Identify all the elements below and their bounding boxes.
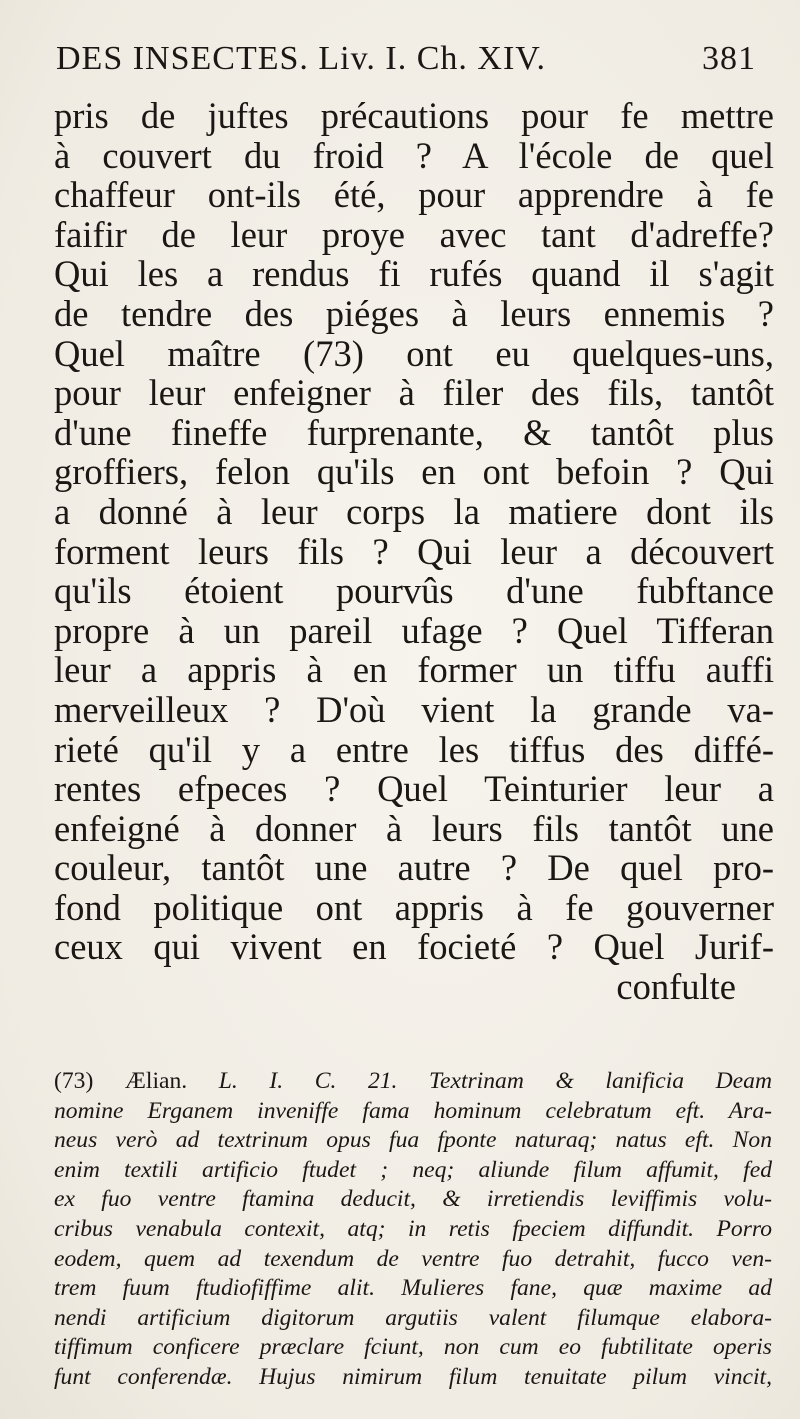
- footnote-line: nomine Erganem inveniffe fama hominum celebratum eft. Ara-: [54, 1097, 772, 1124]
- text-line: a donné à leur corps la matiere dont ils: [54, 490, 774, 532]
- footnote-line: neus verò ad textrinum opus fua fponte naturaq; natus eft. Non: [54, 1127, 772, 1154]
- footnote-line: tiffimum conficere præclare fciunt, non cum eo fubtilitate operis: [54, 1334, 772, 1361]
- footnote-line: nendi artificium digitorum argutiis valent filumque elabora-: [54, 1304, 772, 1331]
- footnote-line: funt conferendæ. Hujus nimirum filum tenuitate pilum vincit,: [54, 1363, 772, 1390]
- main-text: [54, 96, 774, 1007]
- footnote-author: Ælian.: [124, 1068, 188, 1094]
- text-line: pour leur enfeigner à filer des fils, tantôt: [54, 372, 774, 414]
- footnote-marker: (73): [54, 1068, 94, 1094]
- text-line: qu'ils étoient pourvûs d'une fubftance: [54, 570, 774, 612]
- text-line: à couvert du froid ? A l'école de quel: [54, 134, 774, 176]
- text-line: Qui les a rendus fi rufés quand il s'agit: [54, 253, 774, 295]
- footnote-reference: L. I. C. 21.: [218, 1068, 398, 1094]
- footnote: [54, 1067, 772, 1393]
- text-line: forment leurs fils ? Qui leur a découvert: [54, 530, 774, 572]
- text-line: de tendre des piéges à leurs ennemis ?: [54, 292, 774, 334]
- text-line: fond politique ont appris à fe gouverner: [54, 886, 774, 928]
- catchword: confulte: [616, 966, 736, 1008]
- text-line: merveilleux ? D'où vient la grande va-: [54, 688, 774, 730]
- text-line: ceux qui vivent en focieté ? Quel Jurif-: [54, 926, 774, 968]
- text-line: leur a appris à en former un tiffu auffi: [54, 649, 774, 691]
- page-number: 381: [702, 40, 756, 77]
- footnote-line: ex fuo ventre ftamina deducit, & irretiendis leviffimis volu-: [54, 1186, 772, 1213]
- text-line: enfeigné à donner à leurs fils tantôt une: [54, 807, 774, 849]
- text-line: chaffeur ont-ils été, pour apprendre à fe: [54, 174, 774, 216]
- footnote-line: trem fuum ftudiofiffime alit. Mulieres fane, quæ maxime ad: [54, 1275, 772, 1302]
- text-line: propre à un pareil ufage ? Quel Tifferan: [54, 609, 774, 651]
- footnote-line: cribus venabula contexit, atq; in retis fpeciem diffundit. Porro: [54, 1215, 772, 1242]
- text-line: pris de juftes précautions pour fe mettre: [54, 95, 774, 136]
- text-line: rieté qu'il y a entre les tiffus des diffé-: [54, 728, 774, 770]
- footnote-first-line: [54, 1067, 772, 1097]
- footnote-line: enim textili artificio ftudet ; neq; aliunde filum affumit, fed: [54, 1156, 772, 1183]
- text-line: Quel maître (73) ont eu quelques-uns,: [54, 332, 774, 374]
- text-line: groffiers, felon qu'ils en ont befoin ? Qui: [54, 451, 774, 493]
- footnote-line: eodem, quem ad texendum de ventre fuo detrahit, fucco ven-: [54, 1245, 772, 1272]
- footnote-text: Textrinam & lanificia Deam: [429, 1068, 772, 1094]
- text-line: rentes efpeces ? Quel Teinturier leur a: [54, 768, 774, 810]
- text-line: d'une fineffe furprenante, & tantôt plus: [54, 411, 774, 453]
- running-head: [56, 40, 756, 78]
- text-line: faifir de leur proye avec tant d'adreffe?: [54, 213, 774, 255]
- running-head-title: DES INSECTES. Liv. I. Ch. XIV.: [56, 40, 546, 77]
- text-line: couleur, tantôt une autre ? De quel pro-: [54, 847, 774, 889]
